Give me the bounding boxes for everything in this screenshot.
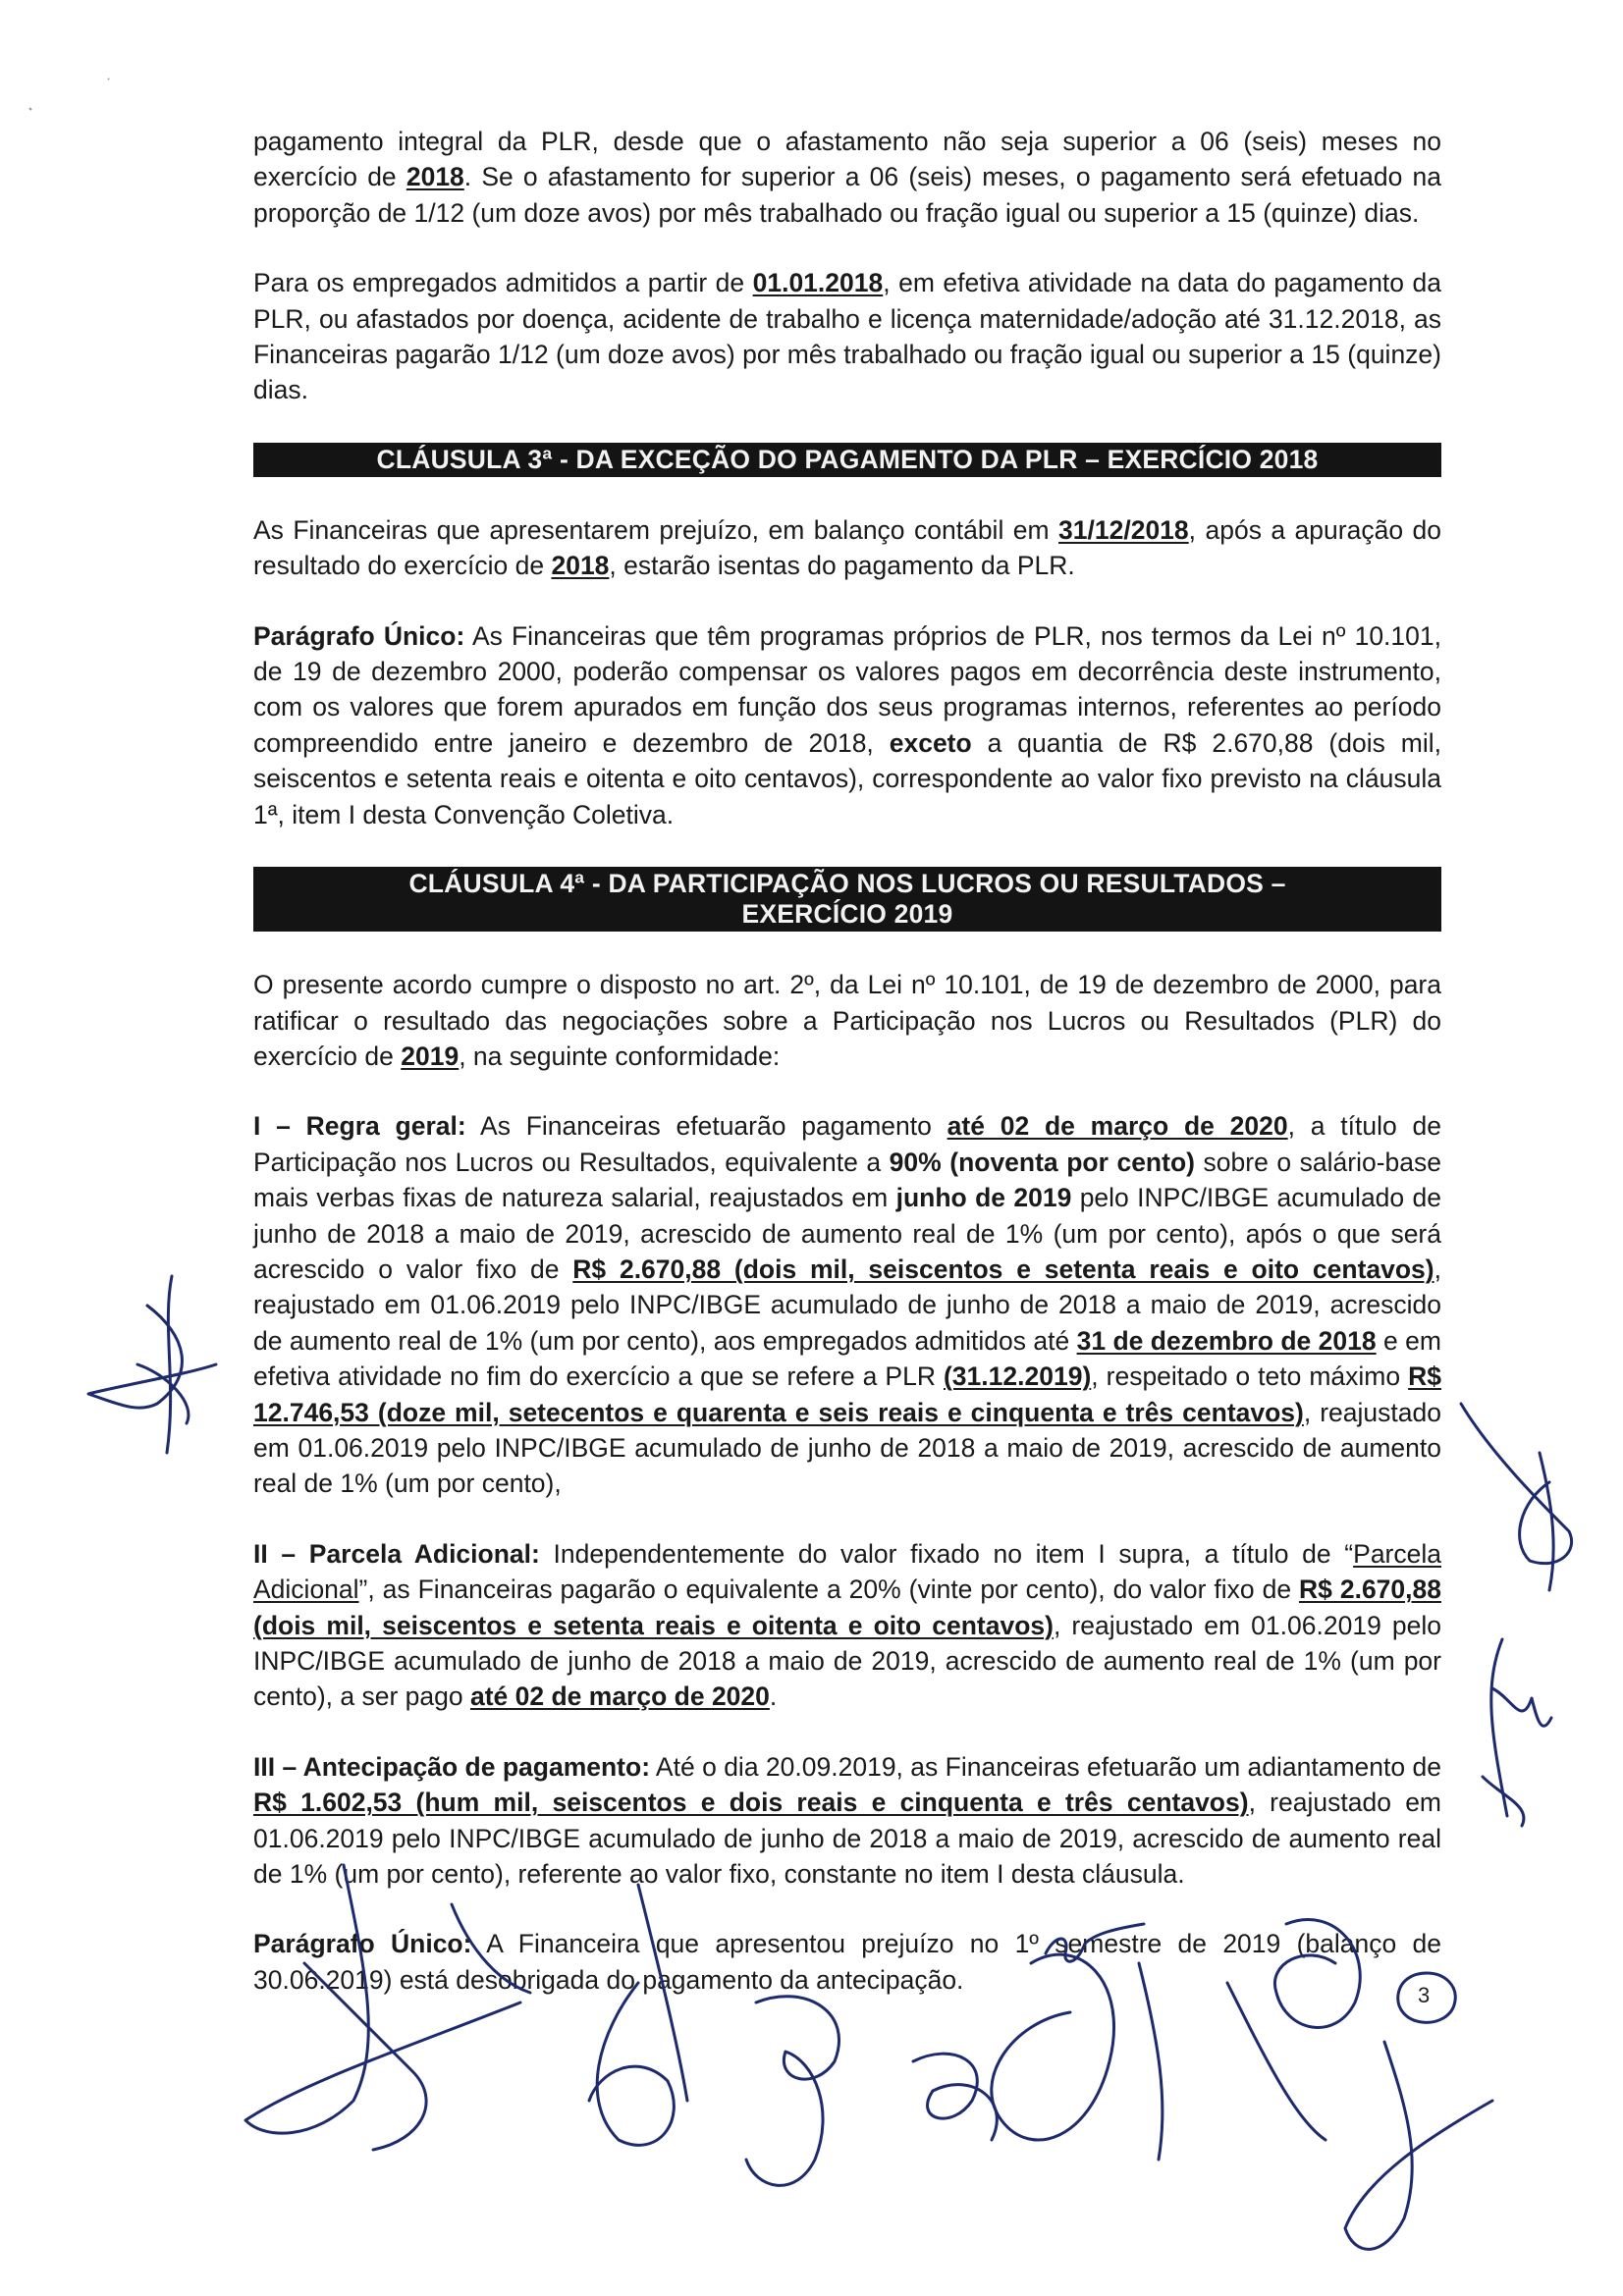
intro-paragraph-2: Para os empregados admitidos a partir de 01.01.2018, em efetiva atividade na data do pagamento da PLR, ou afastados por doença, acidente de trabalho e licença maternidade/adoção até 31.12.2018, as Financeiras pagarão 1/12 (um doze avos) por mês trabalhado ou fração igual ou superior a 15 (quinze) dias.	[253, 268, 1441, 405]
scan-marks	[20, 59, 118, 142]
signatures-bottom-row	[226, 1845, 1522, 2277]
clause-4-item-2: II – Parcela Adicional: Independentemente do valor fixado no item I supra, a título de “Parcela Adicional”, as Financeiras pagarão o equivalente a 20% (vinte por cento), do valor fixo de R$ 2.670,88 (dois mil, seiscentos e setenta reais e oitenta e oito centavos), reajustado em 01.06.2019 pelo INPC/IBGE acumulado de junho de 2018 a maio de 2019, acrescido de aumento real de 1% (um por cento), a ser pago até 02 de março de 2020.	[253, 1538, 1441, 1712]
clause-4-sole-paragraph: Parágrafo Único: A Financeira que apresentou prejuízo no 1º semestre de 2019 (balanço de 30.06.2019) está desobrigada do pagamento da antecipação.	[253, 1929, 1441, 1995]
clause-4-item-3: III – Antecipação de pagamento: Até o dia 20.09.2019, as Financeiras efetuarão um adiantamento de R$ 1.602,53 (hum mil, seiscentos e dois reais e cinquenta e três centavos), reajustado em 01.06.2019 pelo INPC/IBGE acumulado de junho de 2018 a maio de 2019, acrescido de aumento real de 1% (um por cento), referente ao valor fixo, constante no item I desta cláusula.	[253, 1751, 1442, 1890]
clause-3-paragraph: As Financeiras que apresentarem prejuízo, em balanço contábil em 31/12/2018, após a apuração do resultado do exercício de 2018, estarão isentas do pagamento da PLR.	[253, 514, 1441, 581]
clause-4-heading: CLÁUSULA 4ª - DA PARTICIPAÇÃO NOS LUCROS OU RESULTADOS – EXERCÍCIO 2019	[253, 867, 1441, 932]
clause-4-item-1: I – Regra geral: As Financeiras efetuarão pagamento até 02 de março de 2020, a título de Participação nos Lucros ou Resultados, equivalente a 90% (noventa por cento) sobre o salário-base mais verbas fixas de natureza salarial, reajustados em junho de 2019 pelo INPC/IBGE acumulado de junho de 2018 a maio de 2019, acrescido de aumento real de 1% (um por cento), após o que será acrescido o valor fixo de R$ 2.670,88 (dois mil, seiscentos e setenta reais e oito centavos), reajustado em 01.06.2019 pelo INPC/IBGE acumulado de junho de 2018 a maio de 2019, acrescido de aumento real de 1% (um por cento), aos empregados admitidos até 31 de dezembro de 2018 e em efetiva atividade no fim do exercício a que se refere a PLR (31.12.2019), respeitado o teto máximo R$ 12.746,53 (doze mil, setecentos e quarenta e seis reais e cinquenta e três centavos), reajustado em 01.06.2019 pelo INPC/IBGE acumulado de junho de 2018 a maio de 2019, acrescido de aumento real de 1% (um por cento),	[253, 1111, 1441, 1499]
document-body	[253, 124, 1441, 2032]
page-number: 3	[1418, 1983, 1431, 2007]
clause-3-sole-paragraph: Parágrafo Único: As Financeiras que têm programas próprios de PLR, nos termos da Lei nº 10.101, de 19 de dezembro 2000, poderão compensar os valores pagos em decorrência deste instrumento, com os valores que forem apurados em função dos seus programas internos, referentes ao período compreendido entre janeiro e dezembro de 2018, exceto a quantia de R$ 2.670,88 (dois mil, seiscentos e setenta reais e oitenta e oito centavos), correspondente ao valor fixo previsto na cláusula 1ª, item I desta Convenção Coletiva.	[253, 620, 1441, 829]
clause-4-intro: O presente acordo cumpre o disposto no art. 2º, da Lei nº 10.101, de 19 de dezembro de 2000, para ratificar o resultado das negociações sobre a Participação nos Lucros ou Resultados (PLR) do exercício de 2019, na seguinte conformidade:	[253, 970, 1441, 1071]
page-number-circle	[1392, 1969, 1461, 2028]
signature-right-margin-top	[1451, 1394, 1589, 1600]
signature-left-margin	[79, 1266, 236, 1463]
intro-paragraph-1: pagamento integral da PLR, desde que o afastamento não seja superior a 06 (seis) meses no exercício de 2018. Se o afastamento for superior a 06 (seis) meses, o pagamento será efetuado na proporção de 1/12 (um doze avos) por mês trabalhado ou fração igual ou superior a 15 (quinze) dias.	[253, 127, 1441, 228]
signature-right-margin-bottom	[1463, 1629, 1561, 1826]
clause-3-heading: CLÁUSULA 3ª - DA EXCEÇÃO DO PAGAMENTO DA PLR – EXERCÍCIO 2018	[253, 443, 1441, 477]
